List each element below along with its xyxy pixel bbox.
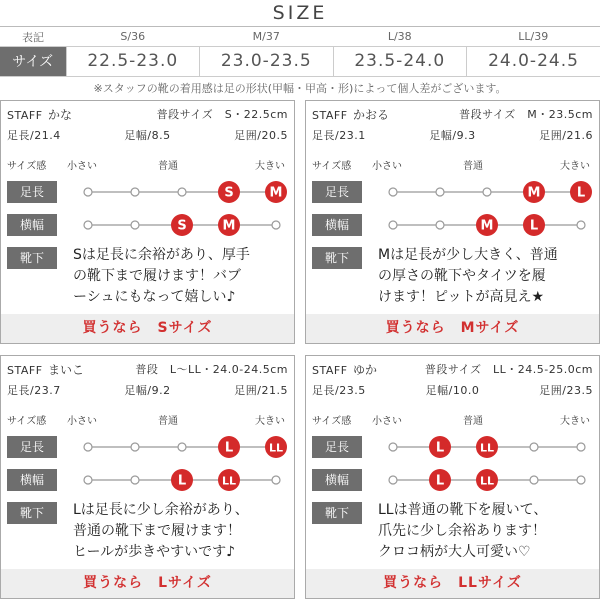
scale-dot-2 bbox=[131, 476, 139, 484]
foot-length: 足長/21.4 bbox=[7, 129, 61, 142]
staff-name: かな bbox=[48, 108, 73, 122]
scale-low-label: 小さい bbox=[372, 416, 402, 427]
foot-width: 足幅/10.0 bbox=[425, 384, 480, 397]
staff-name: ゆか bbox=[353, 363, 378, 377]
size-table-row-label: サイズ bbox=[0, 46, 66, 76]
size-chart-table bbox=[0, 28, 600, 77]
foot-length: 足長/23.1 bbox=[312, 129, 366, 142]
foot-measurements bbox=[7, 127, 288, 143]
staff-panel-kana bbox=[0, 100, 295, 344]
width-scale bbox=[71, 465, 291, 495]
comment-line: クロコ柄が大人可愛い♡ bbox=[378, 544, 531, 560]
staff-panel-yuka bbox=[305, 355, 600, 599]
size-marker-label: LL bbox=[268, 441, 284, 455]
scale-dot-3 bbox=[178, 188, 186, 196]
length-scale bbox=[376, 177, 596, 207]
size-marker-label: L bbox=[177, 473, 187, 489]
staff-header bbox=[312, 106, 593, 122]
size-table-value-l: 23.5-24.0 bbox=[333, 46, 467, 76]
size-marker-label: LL bbox=[479, 474, 495, 488]
sock-row-label: 靴下 bbox=[7, 502, 57, 524]
staff-comment bbox=[378, 245, 595, 308]
recommended-size: 買うなら Sサイズ bbox=[1, 314, 294, 343]
length-scale bbox=[71, 432, 291, 462]
foot-length: 足長/23.5 bbox=[312, 384, 366, 397]
comment-line: ヒールが歩きやすいです♪ bbox=[73, 544, 236, 560]
length-row-label: 足長 bbox=[312, 436, 362, 458]
size-marker-label: M bbox=[527, 185, 541, 201]
scale-dot-1 bbox=[84, 221, 92, 229]
staff-header bbox=[7, 106, 288, 122]
size-marker-label: M bbox=[269, 185, 283, 201]
size-marker-label: L bbox=[435, 473, 445, 489]
comment-line: けます！ピットが高見え★ bbox=[378, 289, 544, 305]
scale-dot-1 bbox=[389, 443, 397, 451]
foot-girth: 足囲/23.5 bbox=[539, 384, 593, 397]
foot-measurements bbox=[7, 382, 288, 398]
recommended-size: 買うなら Lサイズ bbox=[1, 569, 294, 598]
usual-size: 普段サイズ LL・24.5-25.0cm bbox=[424, 363, 593, 376]
size-title: SIZE bbox=[272, 2, 328, 24]
scale-dot-5 bbox=[577, 476, 585, 484]
size-table-value-s: 22.5-23.0 bbox=[66, 46, 200, 76]
staff-header bbox=[312, 361, 593, 377]
size-marker-label: L bbox=[576, 185, 586, 201]
scale-dot-1 bbox=[389, 476, 397, 484]
size-table-head-l: L/38 bbox=[387, 30, 412, 44]
comment-line: の靴下まで履けます！バブ bbox=[73, 268, 241, 284]
scale-mid-label: 普通 bbox=[463, 416, 483, 427]
width-row-label: 横幅 bbox=[312, 469, 362, 491]
staff-header bbox=[7, 361, 288, 377]
comment-line: Sは足長に余裕があり、厚手 bbox=[73, 247, 250, 263]
foot-girth: 足囲/21.6 bbox=[539, 129, 593, 142]
foot-width: 足幅/9.3 bbox=[429, 129, 476, 142]
scale-dot-3 bbox=[483, 188, 491, 196]
size-table-head-s: S/36 bbox=[120, 30, 146, 44]
scale-mid-label: 普通 bbox=[158, 416, 178, 427]
usual-size: 普段サイズ M・23.5cm bbox=[459, 108, 593, 121]
length-scale bbox=[71, 177, 291, 207]
scale-dot-2 bbox=[436, 221, 444, 229]
size-table-value-m: 23.0-23.5 bbox=[200, 46, 334, 76]
scale-header bbox=[312, 411, 593, 427]
scale-dot-2 bbox=[131, 443, 139, 451]
staff-panel-maiko bbox=[0, 355, 295, 599]
scale-label: サイズ感 bbox=[7, 416, 47, 427]
scale-dot-2 bbox=[131, 221, 139, 229]
comment-line: LLは普通の靴下を履いて、 bbox=[378, 502, 548, 518]
foot-length: 足長/23.7 bbox=[7, 384, 61, 397]
size-table-value-ll: 24.0-24.5 bbox=[467, 46, 600, 76]
usual-size: 普段 L〜LL・24.0-24.5cm bbox=[135, 363, 288, 376]
size-table-head-m: M/37 bbox=[252, 30, 280, 44]
scale-dot-1 bbox=[84, 476, 92, 484]
staff-comment bbox=[378, 500, 595, 563]
sock-row-label: 靴下 bbox=[312, 247, 362, 269]
staff-label: STAFF bbox=[7, 109, 43, 122]
comment-line: Lは足長に少し余裕があり、 bbox=[73, 502, 249, 518]
scale-low-label: 小さい bbox=[67, 416, 97, 427]
staff-comment bbox=[73, 245, 290, 308]
scale-high-label: 大きい bbox=[560, 161, 590, 172]
foot-width: 足幅/9.2 bbox=[124, 384, 171, 397]
scale-dot-3 bbox=[178, 443, 186, 451]
title-divider bbox=[0, 26, 600, 27]
scale-high-label: 大きい bbox=[255, 416, 285, 427]
size-marker-label: M bbox=[480, 218, 494, 234]
length-row-label: 足長 bbox=[312, 181, 362, 203]
sock-row-label: 靴下 bbox=[312, 502, 362, 524]
size-table-head-ll: LL/39 bbox=[518, 30, 549, 44]
scale-label: サイズ感 bbox=[312, 416, 352, 427]
scale-dot-5 bbox=[272, 476, 280, 484]
foot-measurements bbox=[312, 127, 593, 143]
scale-dot-1 bbox=[84, 443, 92, 451]
size-marker-label: L bbox=[224, 440, 234, 456]
staff-comment bbox=[73, 500, 290, 563]
staff-label: STAFF bbox=[7, 364, 43, 377]
scale-dot-4 bbox=[530, 476, 538, 484]
scale-dot-5 bbox=[577, 221, 585, 229]
width-scale bbox=[376, 210, 596, 240]
recommended-size: 買うなら LLサイズ bbox=[306, 569, 599, 598]
scale-mid-label: 普通 bbox=[463, 161, 483, 172]
foot-width: 足幅/8.5 bbox=[124, 129, 171, 142]
usual-size: 普段サイズ S・22.5cm bbox=[156, 108, 288, 121]
scale-dot-1 bbox=[389, 188, 397, 196]
staff-label: STAFF bbox=[312, 109, 348, 122]
scale-dot-2 bbox=[436, 188, 444, 196]
comment-line: の厚さの靴下やタイツを履 bbox=[378, 268, 546, 284]
comment-line: 爪先に少し余裕あります！ bbox=[378, 523, 546, 539]
comment-line: Mは足長が少し大きく、普通 bbox=[378, 247, 558, 263]
scale-header bbox=[7, 156, 288, 172]
width-scale bbox=[71, 210, 291, 240]
size-marker-label: M bbox=[222, 218, 236, 234]
size-marker-label: S bbox=[177, 218, 187, 234]
comment-line: ーシュにもなって嬉しい♪ bbox=[73, 289, 236, 305]
scale-dot-5 bbox=[272, 221, 280, 229]
recommended-size: 買うなら Mサイズ bbox=[306, 314, 599, 343]
staff-name: まいこ bbox=[48, 363, 85, 377]
staff-label: STAFF bbox=[312, 364, 348, 377]
foot-girth: 足囲/20.5 bbox=[234, 129, 288, 142]
staff-name: かおる bbox=[353, 108, 390, 122]
size-table-values-row bbox=[0, 46, 600, 76]
size-table-header-row bbox=[0, 28, 600, 46]
scale-header bbox=[312, 156, 593, 172]
sock-row-label: 靴下 bbox=[7, 247, 57, 269]
length-row-label: 足長 bbox=[7, 436, 57, 458]
width-row-label: 横幅 bbox=[312, 214, 362, 236]
width-row-label: 横幅 bbox=[7, 469, 57, 491]
scale-low-label: 小さい bbox=[67, 161, 97, 172]
length-scale bbox=[376, 432, 596, 462]
scale-header bbox=[7, 411, 288, 427]
foot-measurements bbox=[312, 382, 593, 398]
scale-dot-1 bbox=[389, 221, 397, 229]
size-marker-label: S bbox=[224, 185, 234, 201]
width-row-label: 横幅 bbox=[7, 214, 57, 236]
scale-dot-4 bbox=[530, 443, 538, 451]
scale-dot-5 bbox=[577, 443, 585, 451]
size-marker-label: L bbox=[435, 440, 445, 456]
size-marker-label: LL bbox=[221, 474, 237, 488]
comment-line: 普通の靴下まで履けます！ bbox=[73, 523, 241, 539]
scale-dot-1 bbox=[84, 188, 92, 196]
foot-girth: 足囲/21.5 bbox=[234, 384, 288, 397]
size-table-head-label: 表記 bbox=[22, 30, 44, 44]
scale-dot-2 bbox=[131, 188, 139, 196]
width-scale bbox=[376, 465, 596, 495]
fit-note: ※スタッフの靴の着用感は足の形状(甲幅・甲高・形)によって個人差がございます。 bbox=[93, 82, 507, 95]
scale-low-label: 小さい bbox=[372, 161, 402, 172]
scale-high-label: 大きい bbox=[255, 161, 285, 172]
staff-panel-kaoru bbox=[305, 100, 600, 344]
size-marker-label: LL bbox=[479, 441, 495, 455]
length-row-label: 足長 bbox=[7, 181, 57, 203]
scale-label: サイズ感 bbox=[312, 161, 352, 172]
size-marker-label: L bbox=[529, 218, 539, 234]
scale-mid-label: 普通 bbox=[158, 161, 178, 172]
scale-label: サイズ感 bbox=[7, 161, 47, 172]
scale-high-label: 大きい bbox=[560, 416, 590, 427]
